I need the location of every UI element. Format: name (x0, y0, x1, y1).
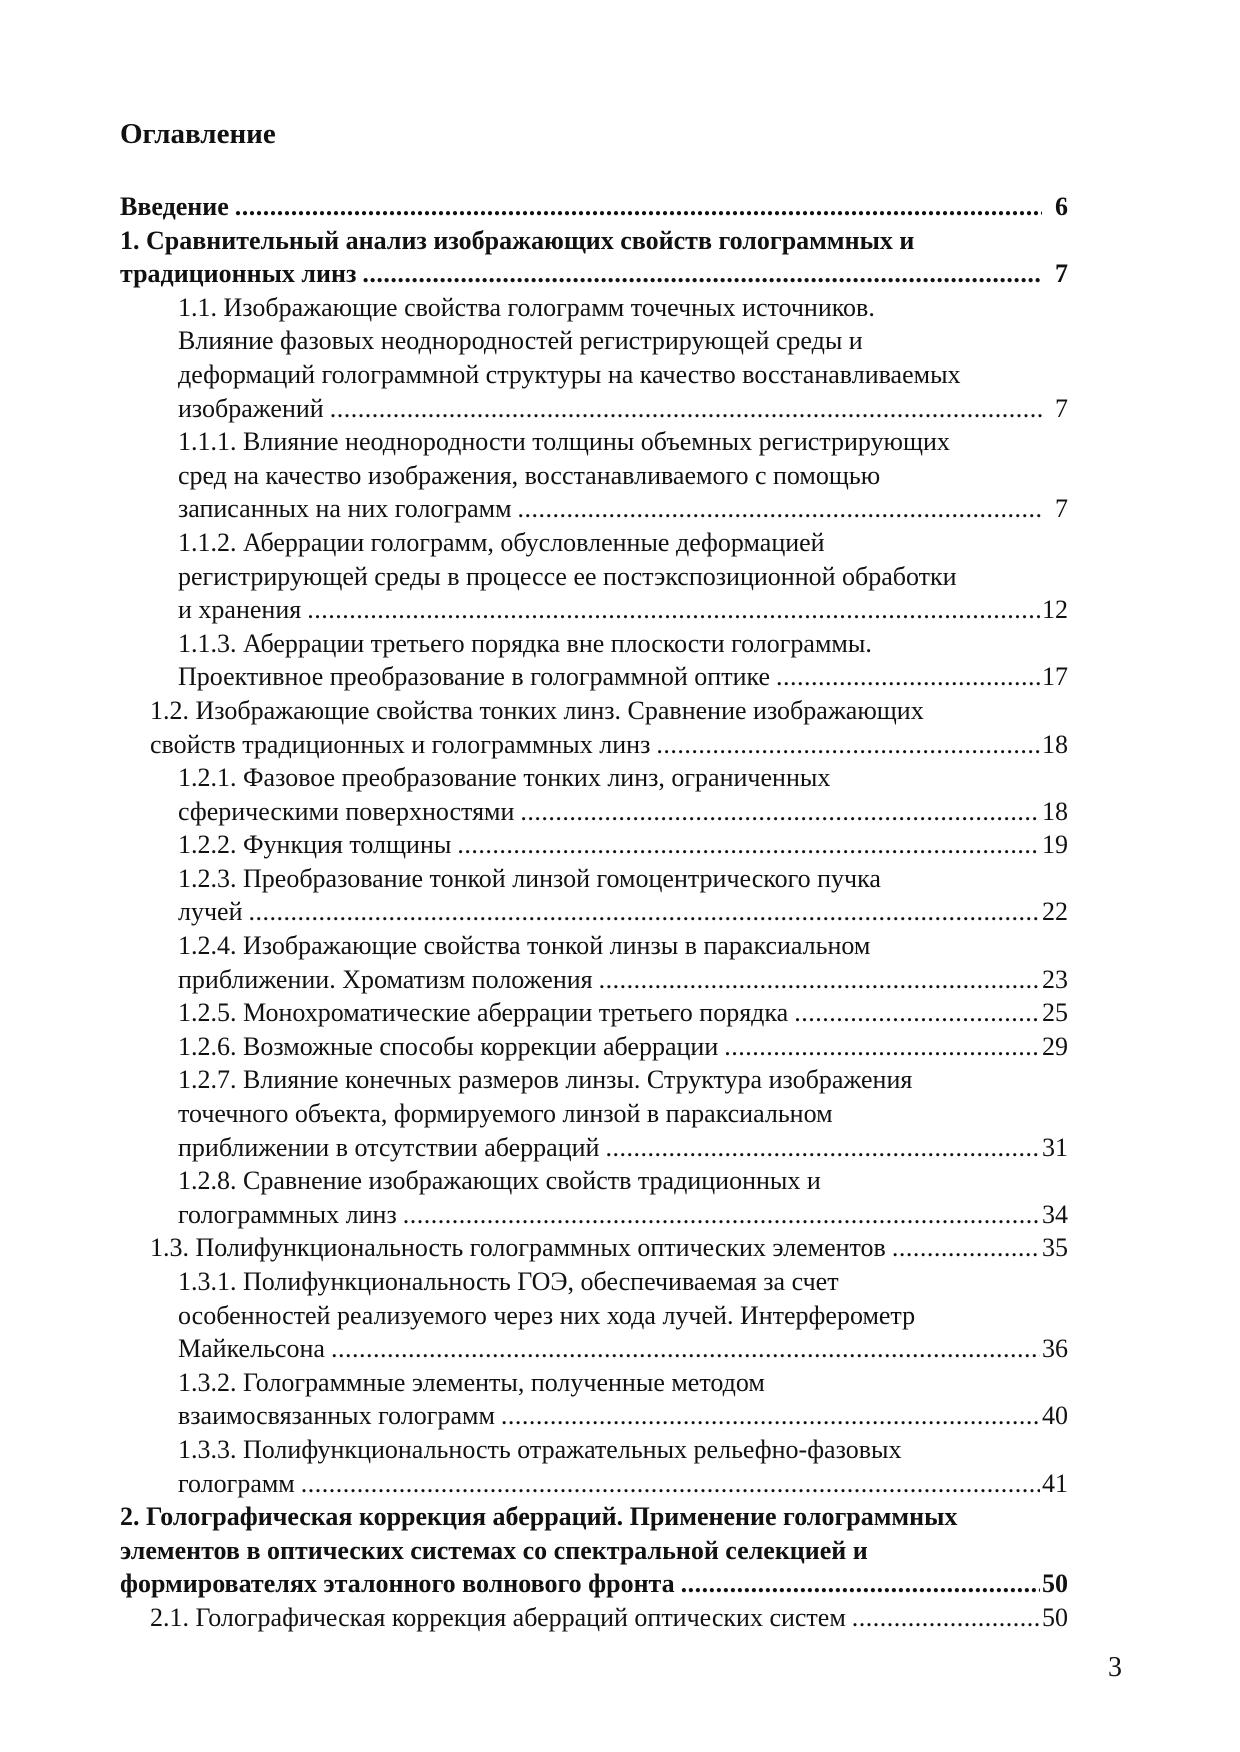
toc-entry[interactable] (120, 224, 1068, 291)
dot-leader (403, 1198, 1040, 1232)
toc-entry-line: 1.2.4. Изображающие свойства тонкой линзы в параксиальном (178, 931, 871, 961)
toc-entry-text (178, 1063, 1042, 1164)
toc-entry-text (120, 224, 1044, 291)
toc-entry-line: 1.2. Изображающие свойства тонких линз. Сравнение изображающих (150, 695, 924, 725)
dot-leader (331, 1332, 1040, 1366)
toc-entry[interactable] (120, 761, 1068, 828)
dot-leader (520, 795, 1040, 829)
toc-entry-line: сред на качество изображения, восстанавливаемого с помощью (178, 460, 881, 490)
toc-entry-line: 1.1.1. Влияние неоднородности толщины объемных регистрирующих (178, 427, 950, 457)
toc-entry[interactable] (120, 929, 1068, 996)
toc-entry-text (178, 996, 1042, 1030)
toc-entry-text (178, 1366, 1042, 1433)
toc-entry-page: 50 (1042, 1602, 1068, 1632)
toc-entry-line: Майкельсона (178, 1334, 325, 1364)
toc-entry-line: 1.3.3. Полифункциональность отражательных рельефно-фазовых (178, 1434, 902, 1464)
toc-entry[interactable] (120, 425, 1068, 526)
toc-entry-page: 18 (1042, 729, 1068, 759)
dot-leader (249, 895, 1040, 929)
toc-entry-text (178, 929, 1042, 996)
toc-entry-page: 34 (1042, 1199, 1068, 1229)
toc-entry-text (178, 862, 1042, 929)
toc-entry-line: элементов в оптических системах со спектральной селекцией и (120, 1535, 868, 1565)
toc-entry-text (178, 1030, 1042, 1064)
toc-entry[interactable] (120, 694, 1068, 761)
toc-entry[interactable] (120, 1030, 1068, 1064)
toc-entry-page: 22 (1042, 897, 1068, 927)
table-of-contents (120, 190, 1068, 1635)
toc-entry[interactable] (120, 291, 1068, 425)
dot-leader (724, 1030, 1040, 1064)
toc-entry-page: 7 (1055, 393, 1068, 423)
toc-entry-line: Влияние фазовых неоднородностей регистрирующей среды и (178, 326, 863, 356)
toc-entry[interactable] (120, 1433, 1068, 1500)
page-number: 3 (1108, 1652, 1122, 1683)
toc-entry-page: 23 (1042, 964, 1068, 994)
dot-leader (307, 593, 1040, 627)
toc-entry[interactable] (120, 1500, 1068, 1601)
toc-entry-page: 7 (1055, 259, 1068, 289)
dot-leader (681, 1567, 1040, 1601)
toc-entry-text (150, 1601, 1042, 1635)
toc-entry-line: Введение (120, 192, 229, 221)
toc-entry-page: 19 (1042, 830, 1068, 860)
toc-entry-line: сферическими поверхностями (178, 796, 515, 826)
toc-entry[interactable] (120, 862, 1068, 929)
toc-entry-text (178, 828, 1042, 862)
toc-entry-page: 25 (1042, 998, 1068, 1028)
toc-entry-line: 2. Голографическая коррекция аберраций. Применение голограммных (120, 1502, 958, 1532)
toc-entry-line: лучей (178, 897, 243, 927)
dot-leader (457, 828, 1040, 862)
toc-entry-line: 1.2.3. Преобразование тонкой линзой гомоцентрического пучка (178, 863, 881, 893)
toc-entry-page: 40 (1042, 1401, 1068, 1431)
toc-entry-line: изображений (178, 393, 324, 423)
toc-entry-line: записанных на них голограмм (178, 494, 512, 524)
toc-entry-line: приближении в отсутствии аберраций (178, 1132, 600, 1162)
dot-leader (852, 1601, 1040, 1635)
toc-entry-text (178, 1265, 1042, 1366)
toc-entry-text (178, 291, 1044, 425)
toc-entry-line: приближении. Хроматизм положения (178, 964, 593, 994)
toc-entry[interactable] (120, 627, 1068, 694)
toc-entry-line: 1.3. Полифункциональность голограммных оптических элементов (150, 1233, 886, 1263)
dot-leader (362, 257, 1042, 291)
dot-leader (794, 996, 1040, 1030)
toc-entry-page: 31 (1042, 1132, 1068, 1162)
dot-leader (301, 1467, 1040, 1501)
toc-entry-line: традиционных линз (120, 259, 357, 289)
toc-entry-line: точечного объекта, формируемого линзой в параксиальном (178, 1099, 833, 1129)
toc-entry-line: 1.1. Изображающие свойства голограмм точечных источников. (178, 292, 875, 322)
toc-entry-line: 1.3.2. Голограммные элементы, полученные методом (178, 1367, 765, 1397)
toc-entry-page: 35 (1042, 1233, 1068, 1263)
toc-entry-line: 1.2.7. Влияние конечных размеров линзы. Структура изображения (178, 1065, 913, 1095)
dot-leader (518, 492, 1042, 526)
toc-entry[interactable] (120, 526, 1068, 627)
toc-entry-line: 1.3.1. Полифункциональность ГОЭ, обеспечиваемая за счет (178, 1267, 839, 1296)
dot-leader (776, 660, 1040, 694)
toc-entry[interactable] (120, 190, 1068, 224)
toc-entry-page: 41 (1042, 1468, 1068, 1498)
toc-entry-page: 50 (1042, 1569, 1068, 1599)
toc-entry-line: 1.2.6. Возможные способы коррекции аберрации (178, 1031, 719, 1061)
toc-entry-line: голограммных линз (178, 1199, 397, 1229)
toc-entry[interactable] (120, 1231, 1068, 1265)
toc-entry-line: регистрирующей среды в процессе ее постэкспозиционной обработки (178, 561, 957, 591)
toc-entry-line: 2.1. Голографическая коррекция аберраций оптических систем (150, 1602, 846, 1632)
toc-entry-text (150, 694, 1042, 761)
toc-entry-text (178, 1433, 1042, 1500)
dot-leader (892, 1231, 1040, 1265)
toc-entry-line: особенностей реализуемого через них хода лучей. Интерферометр (178, 1300, 916, 1330)
toc-title: Оглавление (120, 118, 276, 150)
toc-entry-page: 6 (1055, 192, 1068, 221)
toc-entry[interactable] (120, 1366, 1068, 1433)
dot-leader (605, 1131, 1040, 1165)
toc-entry-line: 1.2.8. Сравнение изображающих свойств традиционных и (178, 1166, 821, 1196)
toc-entry-page: 7 (1055, 494, 1068, 524)
toc-entry[interactable] (120, 1063, 1068, 1164)
toc-entry-text (178, 627, 1042, 694)
toc-entry-line: 1.1.3. Аберрации третьего порядка вне плоскости голограммы. (178, 628, 872, 658)
dot-leader (330, 392, 1042, 426)
toc-entry-line: взаимосвязанных голограмм (178, 1401, 495, 1431)
toc-entry-line: формирователях эталонного волнового фронта (120, 1569, 675, 1599)
toc-entry-text (178, 526, 1042, 627)
toc-entry-page: 29 (1042, 1031, 1068, 1061)
toc-entry[interactable] (120, 996, 1068, 1030)
toc-entry[interactable] (120, 1265, 1068, 1366)
toc-entry-line: 1. Сравнительный анализ изображающих свойств голограммных и (120, 225, 915, 255)
toc-entry-page: 17 (1042, 662, 1068, 692)
toc-entry-line: и хранения (178, 595, 302, 625)
toc-entry-text (120, 190, 1044, 224)
toc-entry-line: свойств традиционных и голограммных линз (150, 729, 651, 759)
dot-leader (656, 728, 1040, 762)
toc-entry-line: Проективное преобразование в голограммной оптике (178, 662, 771, 692)
toc-entry-page: 36 (1042, 1334, 1068, 1364)
toc-entry-line: голограмм (178, 1468, 295, 1498)
toc-entry-text (178, 425, 1044, 526)
dot-leader (501, 1399, 1040, 1433)
toc-entry[interactable] (120, 1601, 1068, 1635)
toc-entry-line: 1.2.2. Функция толщины (178, 830, 452, 860)
toc-entry-line: деформаций голограммной структуры на качество восстанавливаемых (178, 359, 961, 389)
dot-leader (235, 190, 1042, 224)
toc-entry-page: 12 (1042, 595, 1068, 625)
toc-entry-text (120, 1500, 1042, 1601)
dot-leader (599, 963, 1040, 997)
toc-entry-text (178, 1164, 1042, 1231)
toc-entry-text (150, 1231, 1042, 1265)
toc-entry-page: 18 (1042, 796, 1068, 826)
toc-entry[interactable] (120, 828, 1068, 862)
toc-entry-line: 1.1.2. Аберрации голограмм, обусловленные деформацией (178, 527, 825, 557)
toc-entry-line: 1.2.5. Монохроматические аберрации третьего порядка (178, 998, 789, 1028)
toc-entry-line: 1.2.1. Фазовое преобразование тонких линз, ограниченных (178, 763, 831, 793)
toc-entry[interactable] (120, 1164, 1068, 1231)
toc-entry-text (178, 761, 1042, 828)
